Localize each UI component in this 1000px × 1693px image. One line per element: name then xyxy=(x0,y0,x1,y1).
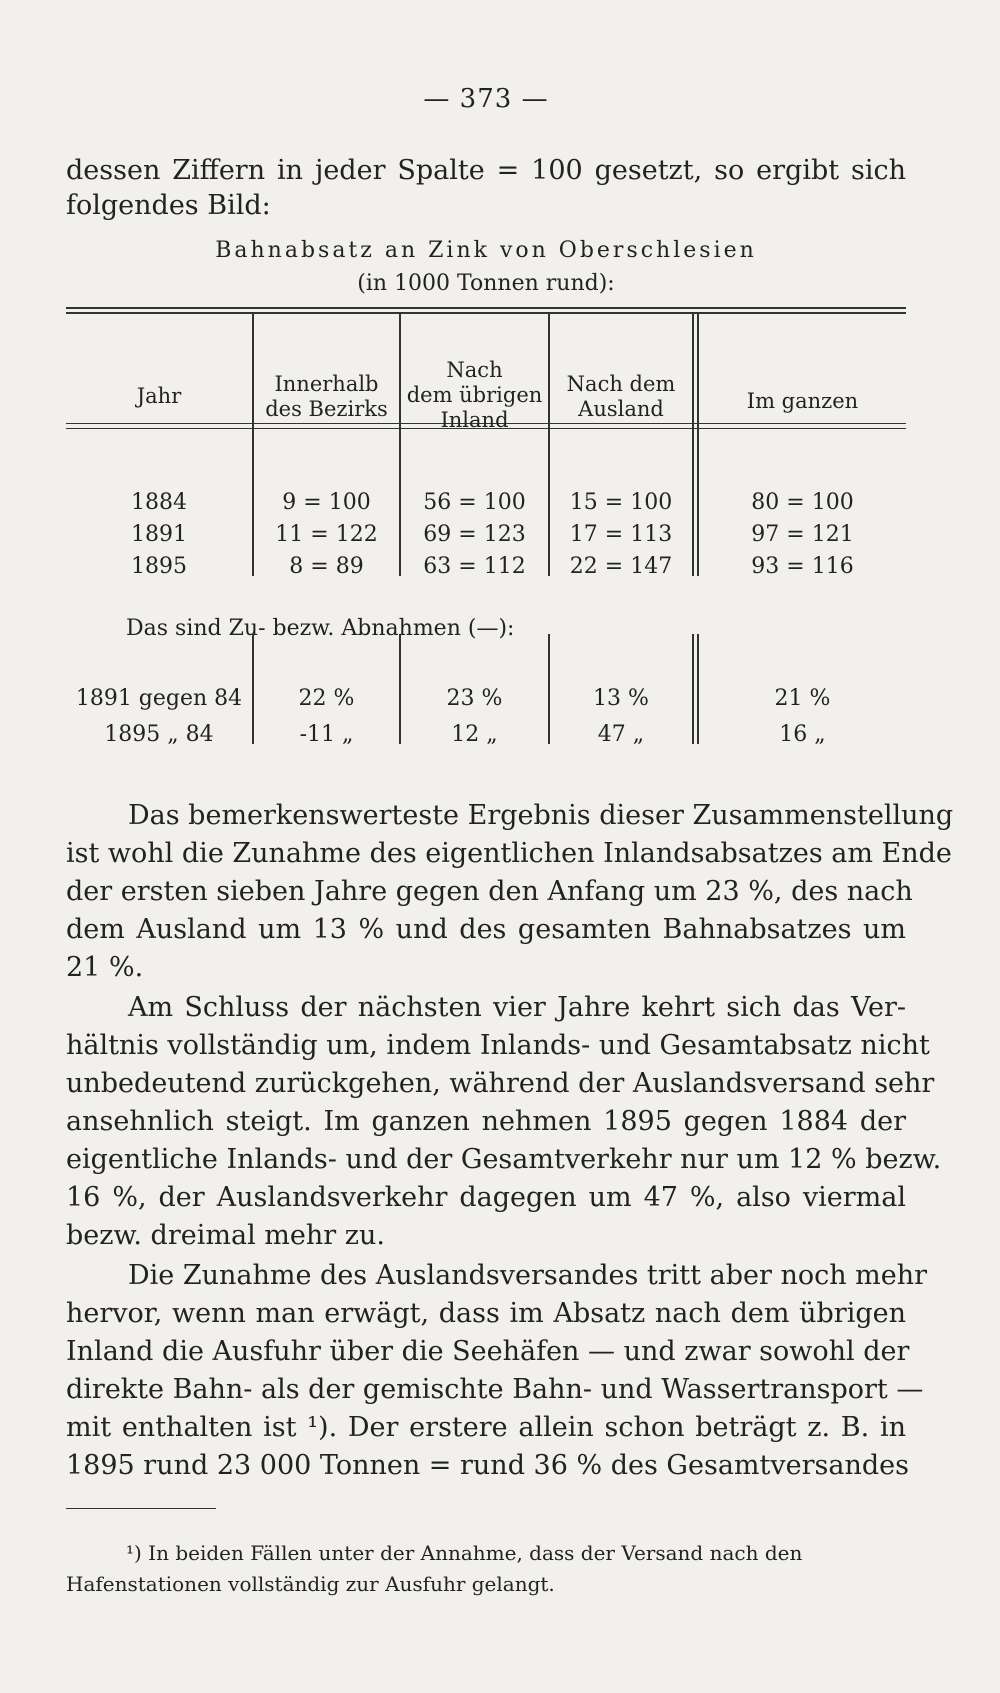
header-innerhalb xyxy=(254,372,399,422)
paragraph-line: 21 %. xyxy=(66,952,144,983)
paragraph-line: Die Zunahme des Auslandsversandes tritt aber noch mehr xyxy=(128,1260,928,1291)
paragraph-line: dem Ausland um 13 % und des gesamten Bahnabsatzes um xyxy=(66,914,906,945)
footnote-line: Hafenstationen vollständig zur Ausfuhr gelangt. xyxy=(66,1572,555,1596)
paragraph-line: bezw. dreimal mehr zu. xyxy=(66,1220,385,1251)
table-subtitle: (in 1000 Tonnen rund): xyxy=(357,271,615,296)
page-number: — 373 — xyxy=(423,84,549,114)
cell-jahr: 1895 xyxy=(131,554,187,579)
cell-jahr: 1891 gegen 84 xyxy=(75,686,243,711)
header-line: dem übrigen xyxy=(406,383,543,407)
cell-inland: 69 = 123 xyxy=(423,522,526,547)
cell-bezirk: -11 „ xyxy=(299,722,354,747)
cell-bezirk: 11 = 122 xyxy=(275,522,378,547)
header-line: Innerhalb xyxy=(274,372,379,396)
paragraph-line: ist wohl die Zunahme des eigentlichen Inlandsabsatzes am Ende xyxy=(66,838,952,869)
table-top-rule xyxy=(66,312,906,314)
header-line: Inland xyxy=(440,408,509,432)
footnote-divider xyxy=(66,1508,216,1509)
header-im-ganzen: Im ganzen xyxy=(746,389,859,413)
cell-inland: 12 „ xyxy=(451,722,498,747)
cell-inland: 23 % xyxy=(446,686,503,711)
cell-ausland: 17 = 113 xyxy=(569,522,673,547)
header-nach-inland xyxy=(401,358,548,433)
paragraph-line: eigentliche Inlands- und der Gesamtverkehr nur um 12 % bezw. xyxy=(66,1144,942,1175)
paragraph-line: Inland die Ausfuhr über die Seehäfen — und zwar sowohl der xyxy=(66,1336,910,1367)
header-line: Nach dem xyxy=(566,372,676,396)
column-divider xyxy=(692,314,694,576)
footnote-line: ¹) In beiden Fällen unter der Annahme, dass der Versand nach den xyxy=(126,1541,803,1565)
cell-jahr: 1884 xyxy=(131,490,187,515)
table-top-rule xyxy=(66,307,906,309)
intro-line: dessen Ziffern in jeder Spalte = 100 gesetzt, so ergibt sich xyxy=(66,155,906,186)
cell-ausland: 15 = 100 xyxy=(569,490,673,515)
cell-ausland: 47 „ xyxy=(597,722,645,747)
cell-inland: 56 = 100 xyxy=(423,490,526,515)
cell-inland: 63 = 112 xyxy=(423,554,526,579)
cell-ganzen: 16 „ xyxy=(779,722,826,747)
paragraph-line: 1895 rund 23 000 Tonnen = rund 36 % des Gesamtversandes xyxy=(66,1450,909,1481)
cell-ganzen: 97 = 121 xyxy=(751,522,854,547)
header-jahr: Jahr xyxy=(136,384,182,408)
table-title: Bahnabsatz an Zink von Oberschlesien xyxy=(215,238,757,263)
paragraph-line: hältnis vollständig um, indem Inlands- und Gesamtabsatz nicht xyxy=(66,1030,930,1061)
header-line: Nach xyxy=(446,358,503,382)
cell-ganzen: 93 = 116 xyxy=(751,554,854,579)
paragraph-line: unbedeutend zurückgehen, während der Auslandsversand sehr xyxy=(66,1068,935,1099)
column-divider xyxy=(692,634,694,744)
header-nach-ausland xyxy=(550,372,692,422)
cell-bezirk: 9 = 100 xyxy=(282,490,371,515)
paragraph-line: hervor, wenn man erwägt, dass im Absatz nach dem übrigen xyxy=(66,1298,906,1329)
header-line: Ausland xyxy=(578,397,664,421)
header-line: des Bezirks xyxy=(265,397,388,421)
cell-bezirk: 22 % xyxy=(298,686,355,711)
paragraph-line: Das bemerkenswerteste Ergebnis dieser Zusammenstellung xyxy=(128,800,954,831)
intro-line: folgendes Bild: xyxy=(66,190,271,221)
paragraph-line: ansehnlich steigt. Im ganzen nehmen 1895 gegen 1884 der xyxy=(66,1106,906,1137)
cell-jahr: 1895 „ 84 xyxy=(104,722,214,747)
cell-ganzen: 21 % xyxy=(774,686,831,711)
paragraph-line: 16 %, der Auslandsverkehr dagegen um 47 %, also viermal xyxy=(66,1182,906,1213)
paragraph-line: Am Schluss der nächsten vier Jahre kehrt sich das Ver- xyxy=(128,992,906,1023)
cell-ganzen: 80 = 100 xyxy=(751,490,854,515)
cell-ausland: 22 = 147 xyxy=(569,554,673,579)
paragraph-line: mit enthalten ist ¹). Der erstere allein schon beträgt z. B. in xyxy=(66,1412,906,1443)
cell-ausland: 13 % xyxy=(593,686,649,711)
paragraph-line: der ersten sieben Jahre gegen den Anfang um 23 %, des nach xyxy=(66,876,913,907)
cell-jahr: 1891 xyxy=(131,522,187,547)
changes-label: Das sind Zu- bezw. Abnahmen (—): xyxy=(126,616,515,641)
paragraph-line: direkte Bahn- als der gemischte Bahn- und Wassertransport — xyxy=(66,1374,924,1405)
cell-bezirk: 8 = 89 xyxy=(289,554,364,579)
document-page xyxy=(66,0,954,1693)
